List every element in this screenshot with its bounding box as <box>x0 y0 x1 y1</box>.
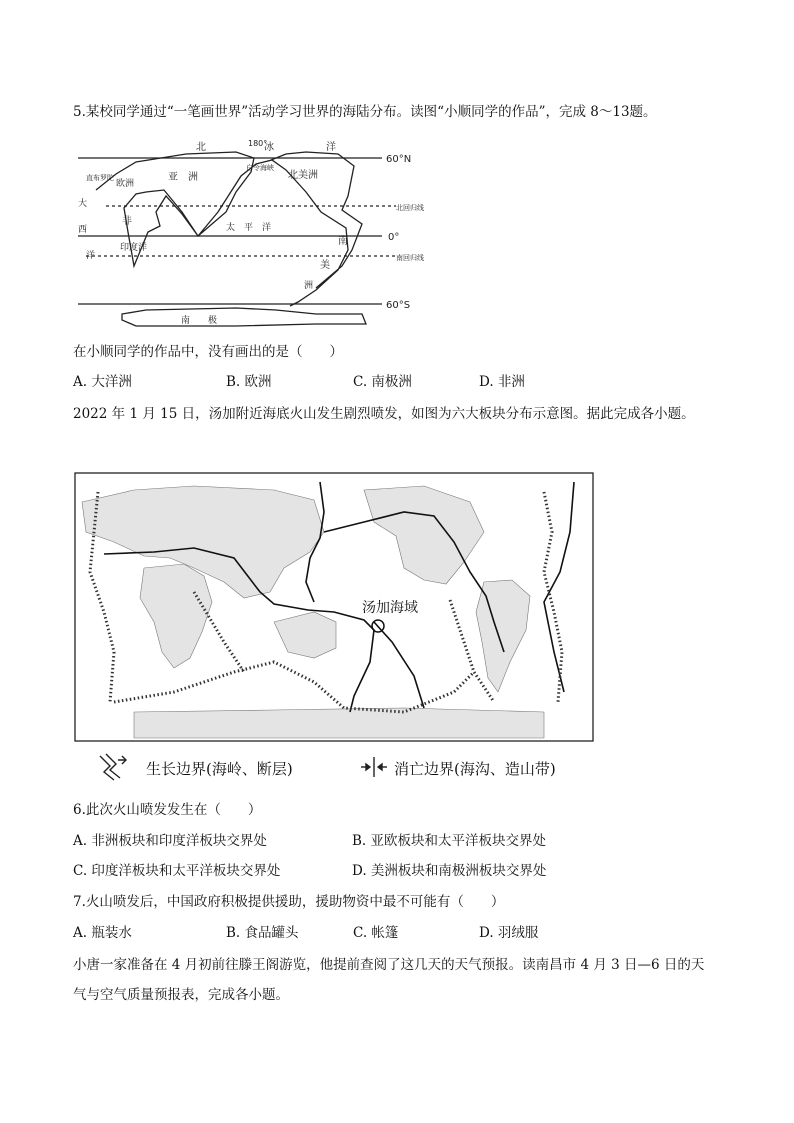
q5-option-d: D. 非洲 <box>479 374 525 390</box>
legend-growth-label: 生长边界(海岭、断层) <box>146 760 293 778</box>
intro2: 2022 年 1 月 15 日，汤加附近海底火山发生剧烈喷发，如图为六大板块分布示意图。据此完成各小题。 <box>73 406 695 422</box>
intro3-line1: 小唐一家准备在 4 月初前往滕王阁游览，他提前查阅了这几天的天气预报。读南昌市 4 月 3 日—6 日的天 <box>73 957 705 973</box>
label-180: 180° <box>248 139 268 148</box>
plate-map <box>74 472 594 742</box>
q6-option-a: A. 非洲板块和印度洋板块交界处 <box>73 833 267 849</box>
antarctic-outline <box>122 308 366 326</box>
label-tropic-n: 北回归线 <box>396 204 424 212</box>
label-north-america: 北美洲 <box>288 170 318 181</box>
label-north: 北 <box>196 142 206 153</box>
label-america-mei: 美 <box>320 260 330 271</box>
q7-option-d: D. 羽绒服 <box>479 925 539 941</box>
label-0: 0° <box>388 232 400 243</box>
tonga-label: 汤加海域 <box>362 600 418 616</box>
label-ocean: 洋 <box>326 142 336 153</box>
label-europe: 欧洲 <box>116 179 135 189</box>
q6-option-d: D. 美洲板块和南极洲板块交界处 <box>352 863 547 879</box>
q5-intro: 5.某校同学通过“一笔画世界”活动学习世界的海陆分布。读图“小顺同学的作品”，完成 8～13题。 <box>73 104 657 120</box>
q7-option-b: B. 食品罐头 <box>226 925 299 941</box>
q5-option-b: B. 欧洲 <box>226 374 272 390</box>
label-60s: 60°S <box>386 300 411 311</box>
label-south: 南 <box>338 236 348 247</box>
label-gibraltar: 直布罗陀 <box>86 174 114 182</box>
label-tropic-s: 南回归线 <box>396 254 424 262</box>
q7-option-c: C. 帐篷 <box>353 925 399 941</box>
label-da: 大 <box>78 199 88 209</box>
q6-option-c: C. 印度洋板块和太平洋板块交界处 <box>73 863 281 879</box>
label-asia: 亚 洲 <box>168 172 198 183</box>
intro3-line2: 气与空气质量预报表，完成各小题。 <box>73 987 289 1003</box>
label-xi: 西 <box>78 225 88 235</box>
legend-consume-label: 消亡边界(海沟、造山带) <box>394 760 556 778</box>
consume-legend-icon <box>360 756 388 778</box>
q6-question: 6.此次火山喷发发生在（ ） <box>73 802 262 818</box>
q5-question: 在小顺同学的作品中，没有画出的是（ ） <box>73 344 343 360</box>
sketch-world-map <box>76 132 436 332</box>
label-africa: 非 <box>122 216 132 227</box>
label-ice: 冰 <box>264 142 274 153</box>
label-pacific: 太 平 洋 <box>226 223 272 233</box>
label-zhou: 洲 <box>304 281 314 291</box>
q7-question: 7.火山喷发后，中国政府积极提供援助，援助物资中最不可能有（ ） <box>73 894 505 910</box>
q5-option-a: A. 大洋洲 <box>73 374 132 390</box>
label-60n: 60°N <box>386 154 412 165</box>
q5-option-c: C. 南极洲 <box>353 374 412 390</box>
label-strait: 白令海峡 <box>246 164 274 172</box>
q6-option-b: B. 亚欧板块和太平洋板块交界处 <box>352 833 547 849</box>
label-yang: 洋 <box>86 251 96 261</box>
label-antarctic: 南 极 <box>181 316 218 326</box>
label-indian: 印度洋 <box>120 243 148 253</box>
q7-option-a: A. 瓶装水 <box>73 925 132 941</box>
growth-legend-icon <box>96 752 132 782</box>
